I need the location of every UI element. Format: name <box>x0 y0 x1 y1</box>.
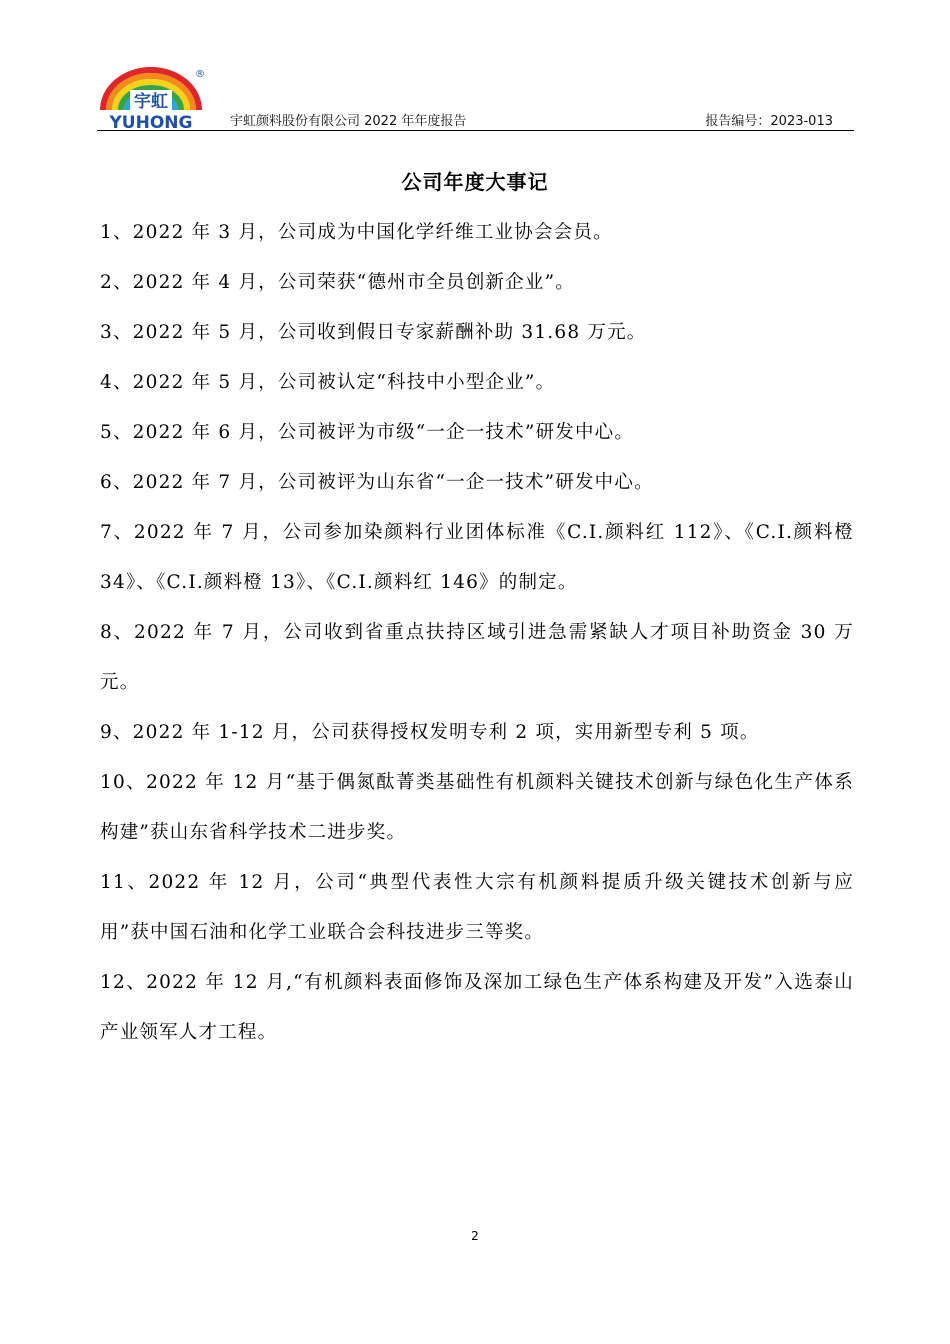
event-item: 5、2022 年 6 月，公司被评为市级“一企一技术”研发中心。 <box>100 422 635 443</box>
logo-chinese-text: 宇虹 <box>134 92 168 112</box>
page-number: 2 <box>471 1229 479 1243</box>
event-item: 4、2022 年 5 月，公司被认定“科技中小型企业”。 <box>100 372 556 393</box>
event-item: 1、2022 年 3 月，公司成为中国化学纤维工业协会会员。 <box>100 222 613 243</box>
event-item: 6、2022 年 7 月，公司被评为山东省“一企一技术”研发中心。 <box>100 472 654 493</box>
event-item: 9、2022 年 1-12 月，公司获得授权发明专利 2 项，实用新型专利 5 项。 <box>100 722 760 743</box>
company-logo <box>97 66 207 130</box>
rainbow-logo-icon <box>97 66 207 130</box>
event-item: 8、2022 年 7 月，公司收到省重点扶持区域引进急需紧缺人才项目补助资金 30 万元。 <box>100 622 854 693</box>
event-item: 2、2022 年 4 月，公司荣获“德州市全员创新企业”。 <box>100 272 575 293</box>
logo-english-text: YUHONG <box>109 113 193 130</box>
event-item: 7、2022 年 7 月，公司参加染颜料行业团体标准《C.I.颜料红 112》、《C.I.颜料橙 34》、《C.I.颜料橙 13》、《C.I.颜料红 146》的制定。 <box>100 522 854 593</box>
header-divider <box>97 130 854 131</box>
event-item: 3、2022 年 5 月，公司收到假日专家薪酬补助 31.68 万元。 <box>100 322 647 343</box>
report-number: 报告编号：2023-013 <box>705 114 833 129</box>
event-item: 11、2022 年 12 月，公司“典型代表性大宗有机颜料提质升级关键技术创新与应用”获中国石油和化学工业联合会科技进步三等奖。 <box>100 872 854 943</box>
events-list <box>100 208 854 1058</box>
report-header-title: 宇虹颜料股份有限公司 2022 年年度报告 <box>230 114 467 129</box>
registered-mark: ® <box>195 69 205 80</box>
event-item: 10、2022 年 12 月“基于偶氮酞菁类基础性有机颜料关键技术创新与绿色化生产体系构建”获山东省科学技术二进步奖。 <box>100 772 854 843</box>
event-item: 12、2022 年 12 月,“有机颜料表面修饰及深加工绿色生产体系构建及开发”入选泰山产业领军人才工程。 <box>100 972 854 1043</box>
page-title: 公司年度大事记 <box>401 170 549 194</box>
